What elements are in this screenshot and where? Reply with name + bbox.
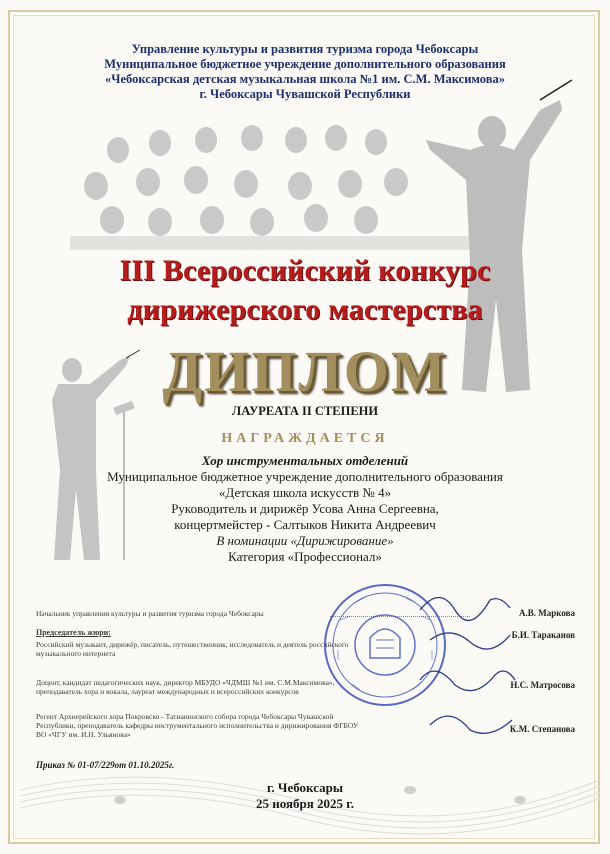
recipient-accompanist: концертмейстер - Салтыков Никита Андреевич [174,517,436,532]
signature-3-role: Доцент, кандидат педагогических наук, директор МБУДО «ЧДМШ №1 им. С.М.Максимова», преподаватель хора и вокала, лауреат международных и всероссийских конкурсов [36,678,335,696]
recipient-category: Категория «Профессионал» [228,549,382,564]
header-line-3: «Чебоксарская детская музыкальная школа №1 им. С.М. Максимова» [105,72,505,86]
recipient-group: Хор инструментальных отделений [201,453,409,468]
laureate-degree: ЛАУРЕАТА II СТЕПЕНИ [231,404,379,418]
header-line-2: Муниципальное бюджетное учреждение дополнительного образования [104,57,506,71]
issue-date: 25 ноября 2025 г. [256,796,354,811]
order-number: Приказ № 01-07/229от 01.10.2025г. [36,760,175,770]
signature-1-name: А.В. Маркова [519,608,575,618]
recipient-institution: Муниципальное бюджетное учреждение дополнительного образования [107,469,503,484]
signature-4-name: К.М. Степанова [509,724,575,734]
signature-4-role: Регент Архиерейского хора Покровско - Татианинского собора города Чебоксары Чувашской Республики, преподаватель кафедры инструментального исполнительства и дирижирования ФГБОУ ВО «ЧГУ им. И.Н. Ульянова» [36,712,359,739]
organization-header [40,42,570,102]
signature-2-name: Б.И. Тараканов [511,630,575,640]
handwritten-signatures [400,580,540,760]
header-line-4: г. Чебоксары Чувашской Республики [199,87,411,101]
signature-3-name: Н.С. Матросова [510,680,575,690]
issue-place: г. Чебоксары [266,780,344,795]
recipient-leader: Руководитель и дирижёр Усова Анна Сергеевна, [171,501,439,516]
signature-1-role: Начальник управления культуры и развития туризма города Чебоксары [36,609,264,618]
awarded-label: НАГРАЖДАЕТСЯ [221,431,389,446]
recipient-school: «Детская школа искусств № 4» [218,485,392,500]
recipient-nomination: В номинации «Дирижирование» [216,533,394,548]
signature-2-role: Российский музыкант, дирижёр, писатель, путешественник, исследователь и деятель российского музыкального интернета [36,640,349,658]
contest-title-line-1: III Всероссийский конкурс [119,254,491,287]
signature-2-title: Председатель жюри: [36,628,111,637]
diploma-heading: ДИПЛОМ [162,339,448,404]
header-line-1: Управление культуры и развития туризма города Чебоксары [131,42,479,56]
contest-title-line-2: дирижерского мастерства [127,293,483,326]
issue-place-date [0,780,610,812]
